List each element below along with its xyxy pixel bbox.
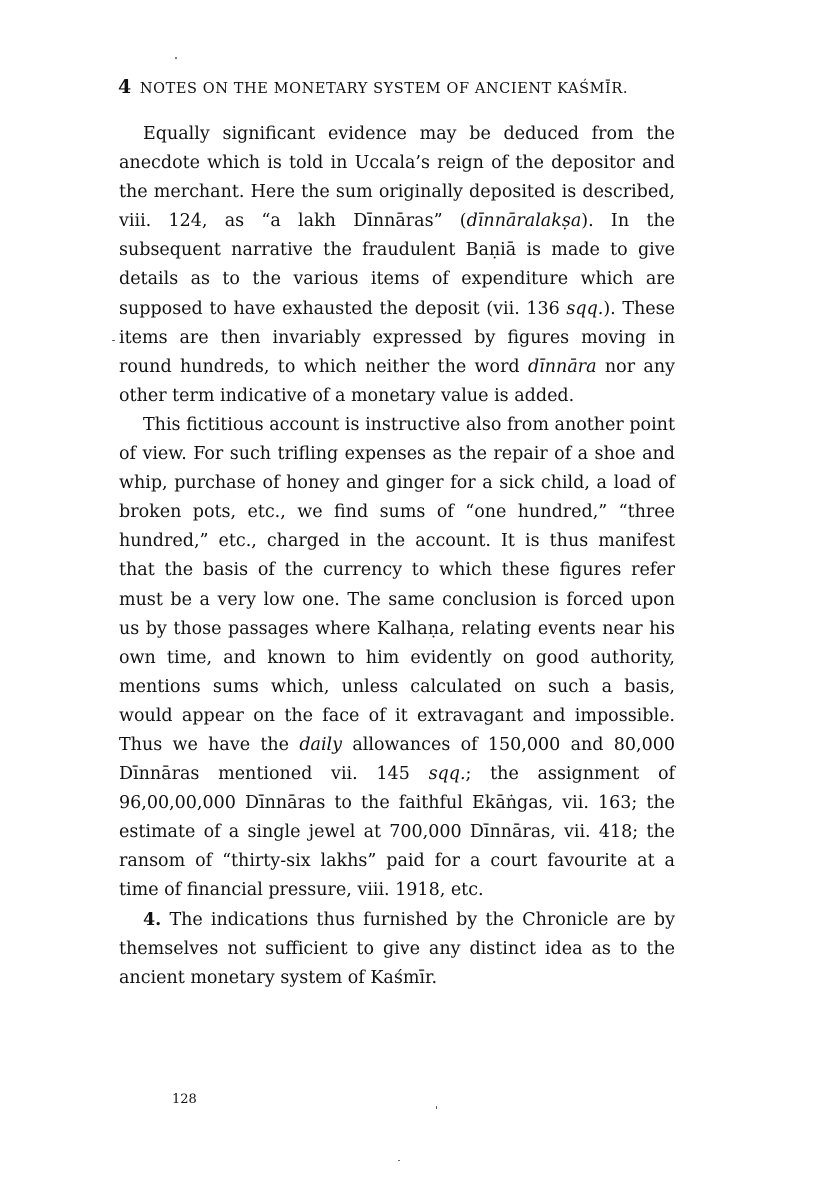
running-title: NOTES ON THE MONETARY SYSTEM OF ANCIENT KAŚMĪR.	[139, 81, 629, 97]
print-speck	[175, 57, 177, 59]
running-header	[118, 76, 678, 98]
print-speck	[398, 1160, 400, 1161]
paragraph	[119, 906, 675, 993]
text-run: This fictitious account is instructive also from another point of view. For such trifling expenses as the repair of a shoe and whip, purchase of honey and ginger for a sick child, a load of broken pots, etc., we find sums of “one hundred,” “three hundred,” etc., charged in the account. It is thus manifest that the basis of the currency to which these figures refer must be a very low one. The same conclusion is forced upon us by those passages where Kalhaṇa, relating events near his own time, and known to him evidently on good authority, mentions sums which, unless calculated on such a basis, would appear on the face of it extravagant and impossible. Thus we have the	[119, 414, 675, 755]
italic-term: sqq.	[428, 764, 466, 785]
section-number: 4.	[143, 909, 162, 930]
italic-term: daily	[299, 734, 343, 755]
text-run: nor any other term indicative of a monetary value is added.	[119, 356, 676, 406]
text-run: The indications thus furnished by the Chronicle are by themselves not sufficient to give any distinct idea as to the ancient monetary system of Kaśmīr.	[119, 909, 675, 988]
paragraph	[119, 120, 675, 411]
italic-term: sqq.	[566, 298, 604, 319]
italic-term: dīnnāra	[527, 356, 597, 377]
text-run: allowances of 150,000 and 80,000 Dīnnāras mentioned vii. 145	[119, 734, 675, 785]
body-text	[119, 120, 675, 993]
page-number: 4	[118, 76, 132, 98]
text-run: ). In the subsequent narrative the fraudulent Baṇiā is made to give details as to the various items of expenditure which are supposed to have exhausted the deposit (vii. 136	[119, 211, 676, 319]
text-run: ; the assignment of 96,00,00,000 Dīnnāras to the faithful Ekāṅgas, vii. 163; the estimate of a single jewel at 700,000 Dīnnāras, vii. 418; the ransom of “thirty-six lakhs” paid for a court favourite at a time of financial pressure, viii. 1918, etc.	[119, 764, 675, 901]
italic-term: dīnnāralakṣa	[466, 211, 582, 232]
print-speck	[112, 340, 115, 341]
text-run: Equally significant evidence may be deduced from the anecdote which is told in Uccala’s reign of the depositor and the merchant. Here the sum originally deposited is described, viii. 124, as “a lakh Dīnnāras” (	[119, 124, 675, 232]
paragraph	[119, 411, 675, 906]
print-speck	[436, 1106, 437, 1109]
signature-mark: 128	[172, 1092, 197, 1107]
text-run: ). These items are then invariably expressed by figures moving in round hundreds, to which neither the word	[119, 298, 676, 377]
